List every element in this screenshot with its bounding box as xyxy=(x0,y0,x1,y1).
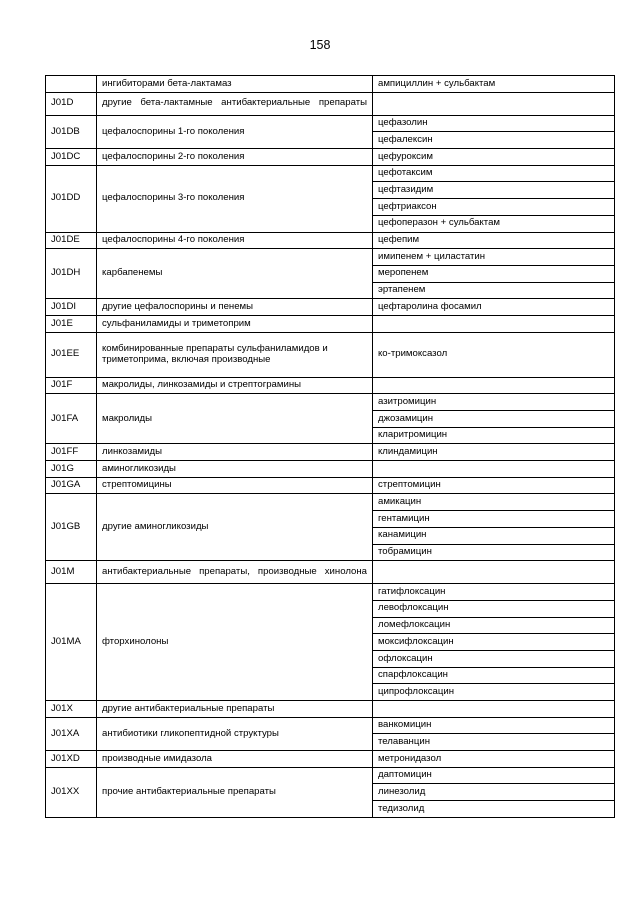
drug-name-cell: стрептомицин xyxy=(373,477,615,494)
drug-name-cell: цефтазидим xyxy=(373,182,615,199)
atc-code-cell: J01D xyxy=(46,92,97,115)
drug-group-cell: цефалоспорины 4-го поколения xyxy=(97,232,373,249)
table-row xyxy=(46,149,615,166)
drug-group-cell: цефалоспорины 2-го поколения xyxy=(97,149,373,166)
drug-group-cell: производные имидазола xyxy=(97,751,373,768)
atc-code-cell: J01F xyxy=(46,377,97,394)
atc-code-cell: J01E xyxy=(46,315,97,332)
drug-group-cell: цефалоспорины 1-го поколения xyxy=(97,115,373,148)
drug-name-cell: тедизолид xyxy=(373,801,615,818)
drug-name-cell: гатифлоксацин xyxy=(373,584,615,601)
atc-code-cell: J01DE xyxy=(46,232,97,249)
drug-name-cell: кларитромицин xyxy=(373,427,615,444)
atc-code-cell: J01XA xyxy=(46,717,97,750)
drug-classification-table xyxy=(45,75,615,818)
drug-group-cell: другие цефалоспорины и пенемы xyxy=(97,299,373,316)
drug-name-cell xyxy=(373,701,615,718)
drug-group-cell: антибиотики гликопептидной структуры xyxy=(97,717,373,750)
page-number: 158 xyxy=(309,38,331,52)
drug-name-cell: ампициллин + сульбактам xyxy=(373,76,615,93)
drug-group-cell: аминогликозиды xyxy=(97,461,373,478)
drug-group-cell: прочие антибактериальные препараты xyxy=(97,767,373,817)
drug-name-cell: метронидазол xyxy=(373,751,615,768)
table-row xyxy=(46,701,615,718)
drug-name-cell: линезолид xyxy=(373,784,615,801)
table-row xyxy=(46,494,615,511)
drug-name-cell: левофлоксацин xyxy=(373,600,615,617)
drug-name-cell: амикацин xyxy=(373,494,615,511)
drug-name-cell: эртапенем xyxy=(373,282,615,299)
drug-name-cell: цефоперазон + сульбактам xyxy=(373,215,615,232)
table-row xyxy=(46,165,615,182)
table-row xyxy=(46,394,615,411)
drug-name-cell: цефазолин xyxy=(373,115,615,132)
atc-code-cell: J01XX xyxy=(46,767,97,817)
table-row xyxy=(46,115,615,132)
drug-name-cell: ломефлоксацин xyxy=(373,617,615,634)
atc-code-cell: J01G xyxy=(46,461,97,478)
table-row xyxy=(46,584,615,601)
drug-name-cell: клиндамицин xyxy=(373,444,615,461)
table-row xyxy=(46,315,615,332)
drug-name-cell: офлоксацин xyxy=(373,650,615,667)
drug-name-cell: ванкомицин xyxy=(373,717,615,734)
atc-code-cell: J01DD xyxy=(46,165,97,232)
drug-name-cell xyxy=(373,461,615,478)
table-row xyxy=(46,444,615,461)
drug-group-cell: цефалоспорины 3-го поколения xyxy=(97,165,373,232)
atc-code-cell: J01GB xyxy=(46,494,97,561)
table-row xyxy=(46,477,615,494)
table-row xyxy=(46,92,615,115)
drug-name-cell: ципрофлоксацин xyxy=(373,684,615,701)
table-row xyxy=(46,332,615,377)
table-row xyxy=(46,76,615,93)
drug-name-cell: ко-тримоксазол xyxy=(373,332,615,377)
drug-name-cell: телаванцин xyxy=(373,734,615,751)
table-row xyxy=(46,299,615,316)
atc-code-cell: J01X xyxy=(46,701,97,718)
drug-group-cell: другие антибактериальные препараты xyxy=(97,701,373,718)
atc-code-cell: J01GA xyxy=(46,477,97,494)
drug-group-cell: антибактериальные препараты, производные хинолона xyxy=(97,561,373,584)
table-row xyxy=(46,561,615,584)
drug-name-cell: моксифлоксацин xyxy=(373,634,615,651)
drug-group-cell: другие бета-лактамные антибактериальные препараты xyxy=(97,92,373,115)
drug-group-cell: комбинированные препараты сульфаниламидов и триметоприма, включая производные xyxy=(97,332,373,377)
table-body xyxy=(46,76,615,818)
drug-name-cell: цефотаксим xyxy=(373,165,615,182)
table-row xyxy=(46,767,615,784)
drug-group-cell: карбапенемы xyxy=(97,249,373,299)
drug-name-cell: джозамицин xyxy=(373,411,615,428)
drug-name-cell xyxy=(373,92,615,115)
drug-name-cell: тобрамицин xyxy=(373,544,615,561)
atc-code-cell: J01XD xyxy=(46,751,97,768)
drug-name-cell: цефепим xyxy=(373,232,615,249)
drug-group-cell: макролиды xyxy=(97,394,373,444)
atc-code-cell: J01FA xyxy=(46,394,97,444)
drug-name-cell xyxy=(373,561,615,584)
table-row xyxy=(46,232,615,249)
atc-code-cell: J01DI xyxy=(46,299,97,316)
drug-group-cell: сульфаниламиды и триметоприм xyxy=(97,315,373,332)
table-row xyxy=(46,377,615,394)
drug-name-cell: канамицин xyxy=(373,527,615,544)
drug-name-cell: гентамицин xyxy=(373,511,615,528)
drug-group-cell: другие аминогликозиды xyxy=(97,494,373,561)
atc-code-cell: J01M xyxy=(46,561,97,584)
drug-name-cell: даптомицин xyxy=(373,767,615,784)
atc-code-cell: J01FF xyxy=(46,444,97,461)
drug-name-cell: цефтриаксон xyxy=(373,199,615,216)
drug-name-cell: спарфлоксацин xyxy=(373,667,615,684)
atc-code-cell: J01MA xyxy=(46,584,97,701)
drug-group-cell: макролиды, линкозамиды и стрептограмины xyxy=(97,377,373,394)
atc-code-cell xyxy=(46,76,97,93)
drug-name-cell: меропенем xyxy=(373,265,615,282)
drug-name-cell: цефалексин xyxy=(373,132,615,149)
drug-name-cell: цефуроксим xyxy=(373,149,615,166)
drug-group-cell: фторхинолоны xyxy=(97,584,373,701)
drug-name-cell: имипенем + циластатин xyxy=(373,249,615,266)
atc-code-cell: J01DH xyxy=(46,249,97,299)
drug-name-cell xyxy=(373,315,615,332)
table-row xyxy=(46,717,615,734)
drug-group-cell: стрептомицины xyxy=(97,477,373,494)
drug-name-cell xyxy=(373,377,615,394)
table-row xyxy=(46,249,615,266)
atc-code-cell: J01DC xyxy=(46,149,97,166)
drug-name-cell: азитромицин xyxy=(373,394,615,411)
atc-code-cell: J01DB xyxy=(46,115,97,148)
drug-name-cell: цефтаролина фосамил xyxy=(373,299,615,316)
drug-group-cell: ингибиторами бета-лактамаз xyxy=(97,76,373,93)
table-row xyxy=(46,461,615,478)
atc-code-cell: J01EE xyxy=(46,332,97,377)
table-row xyxy=(46,751,615,768)
drug-group-cell: линкозамиды xyxy=(97,444,373,461)
